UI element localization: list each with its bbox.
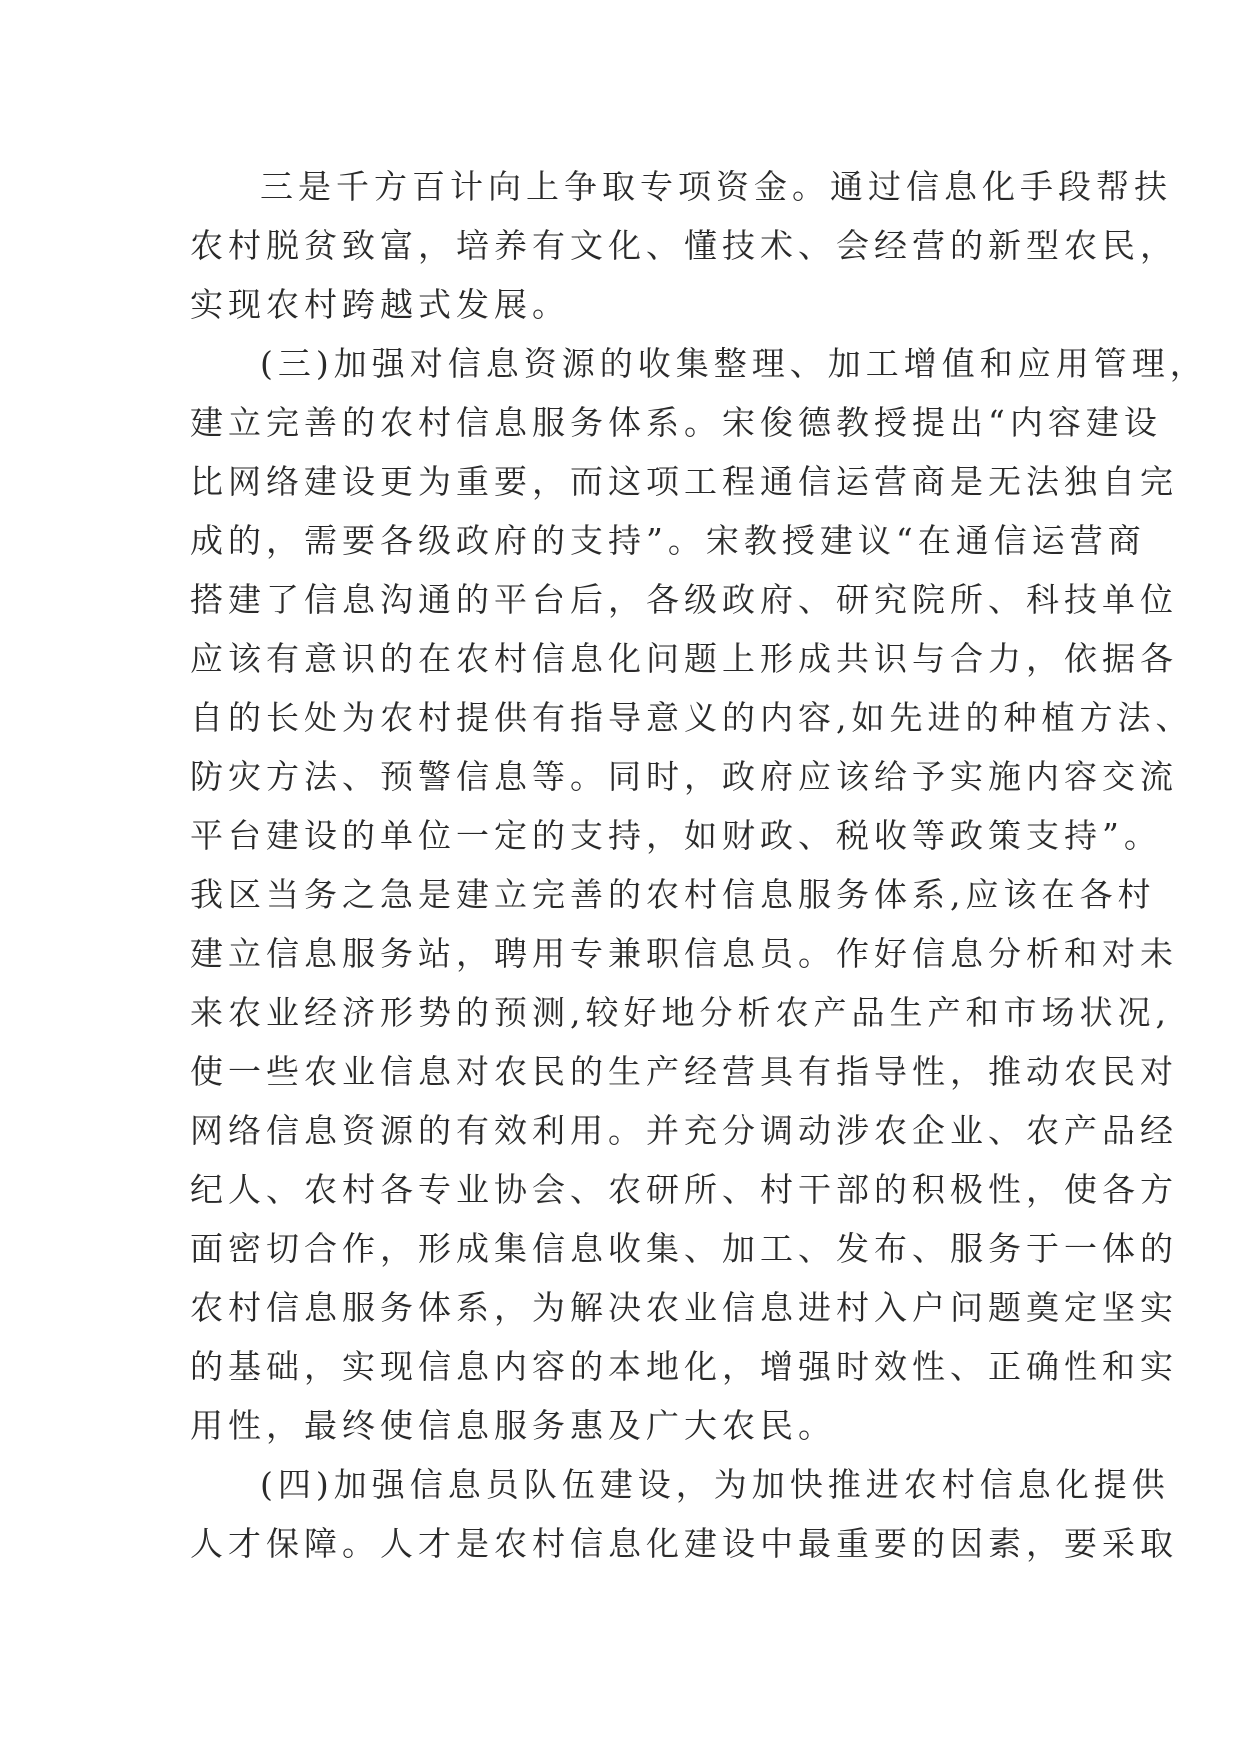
text-line: 建立完善的农村信息服务体系。宋俊德教授提出“内容建设: [190, 403, 1162, 442]
document-body: [190, 157, 1208, 1573]
text-line: 实现农村跨越式发展。: [190, 285, 570, 324]
text-line: 平台建设的单位一定的支持，如财政、税收等政策支持”。: [190, 816, 1162, 855]
text-line: 我区当务之急是建立完善的农村信息服务体系,应该在各村: [190, 875, 1156, 914]
text-line: 比网络建设更为重要，而这项工程通信运营商是无法独自完: [190, 462, 1178, 501]
paragraph-talent-team: [190, 1455, 1178, 1573]
text-line: 用性，最终使信息服务惠及广大农民。: [190, 1406, 836, 1445]
text-line: 成的，需要各级政府的支持”。宋教授建议“在通信运营商: [190, 521, 1146, 560]
text-line: 农村脱贫致富，培养有文化、懂技术、会经营的新型农民，: [190, 226, 1178, 265]
text-line: 面密切合作，形成集信息收集、加工、发布、服务于一体的: [190, 1229, 1178, 1268]
text-line: 应该有意识的在农村信息化问题上形成共识与合力，依据各: [190, 639, 1178, 678]
text-line: 人才保障。人才是农村信息化建设中最重要的因素，要采取: [190, 1524, 1178, 1563]
text-line: 三是千方百计向上争取专项资金。通过信息化手段帮扶: [260, 167, 1172, 206]
text-line: 建立信息服务站，聘用专兼职信息员。作好信息分析和对未: [190, 934, 1178, 973]
paragraph-special-funds: [190, 157, 1178, 334]
text-line: 来农业经济形势的预测,较好地分析农产品生产和市场状况,: [190, 993, 1171, 1032]
paragraph-information-service-system: [190, 334, 1208, 1455]
text-line: 农村信息服务体系，为解决农业信息进村入户问题奠定坚实: [190, 1288, 1178, 1327]
text-line: 使一些农业信息对农民的生产经营具有指导性，推动农民对: [190, 1052, 1178, 1091]
text-line: (四)加强信息员队伍建设，为加快推进农村信息化提供: [260, 1465, 1170, 1504]
text-line: 网络信息资源的有效利用。并充分调动涉农企业、农产品经: [190, 1111, 1178, 1150]
text-line: (三)加强对信息资源的收集整理、加工增值和应用管理，: [260, 344, 1208, 383]
text-line: 纪人、农村各专业协会、农研所、村干部的积极性，使各方: [190, 1170, 1178, 1209]
text-line: 自的长处为农村提供有指导意义的内容,如先进的种植方法、: [190, 698, 1194, 737]
text-line: 的基础，实现信息内容的本地化，增强时效性、正确性和实: [190, 1347, 1178, 1386]
text-line: 防灾方法、预警信息等。同时，政府应该给予实施内容交流: [190, 757, 1178, 796]
text-line: 搭建了信息沟通的平台后，各级政府、研究院所、科技单位: [190, 580, 1178, 619]
